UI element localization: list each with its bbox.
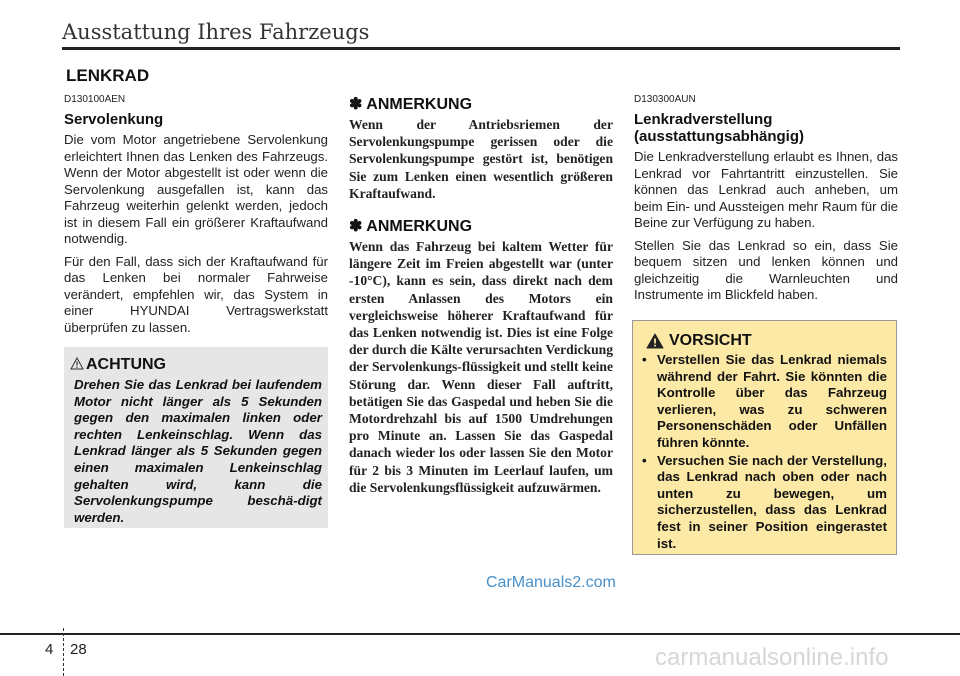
achtung-title: ACHTUNG: [86, 356, 166, 373]
section-code: D130300AUN: [634, 94, 696, 105]
section-code: D130100AEN: [64, 94, 126, 105]
vorsicht-title: VORSICHT: [669, 332, 752, 349]
footer-divider: [63, 628, 64, 676]
paragraph: Stellen Sie das Lenkrad so ein, dass Sie bequem sitzen und lenken können und gleichzeitig die Warnleuchten und Instrumente im Blickfeld haben.: [634, 237, 898, 302]
list-item: • Versuchen Sie nach der Verstellung, das Lenkrad nach oben oder nach unten zu bewegen, um sicherzustellen, dass das Lenkrad fest in seiner Position eingerastet ist.: [642, 452, 887, 551]
note-heading: ✽ ANMERKUNG: [349, 218, 473, 236]
footer-site-watermark: carmanualsonline.info: [655, 644, 889, 671]
footer-rule: [0, 633, 960, 635]
column-2: [349, 94, 613, 510]
note-heading: ✽ ANMERKUNG: [349, 96, 473, 113]
list-item-text: Versuchen Sie nach der Verstellung, das Lenkrad nach oben oder nach unten zu bewegen, um sicherzustellen, dass das Lenkrad fest in seiner Position eingerastet ist.: [657, 452, 887, 551]
paragraph: Die Lenkradverstellung erlaubt es Ihnen, das Lenkrad vor Fahrtantritt einzustellen. Sie können das Lenkrad auch anheben, um beim Ein- und Aussteigen mehr Raum für die Beine zur Verfügung zu haben.: [634, 149, 898, 230]
warning-triangle-icon: [70, 357, 84, 370]
note-text: Wenn das Fahrzeug bei kaltem Wetter für längere Zeit im Freien abgestellt war (unter -10°C), kann es sein, dass direkt nach dem ersten Anlassen des Motors ein vergleichsweise höherer Kraftaufwand für das Lenken notwendig ist. Dies ist eine Folge der durch die Kälte verursachten Verdickung der Servolenkungs-flüssigkeit und stellt keine Störung dar. Wenn dieser Fall auftritt, betätigen Sie das Gaspedal und heben Sie die Motordrehzahl bis auf 1500 Umdrehungen pro Minute an. Lassen Sie das Gaspedal danach wieder los oder lassen Sie den Motor für 2 bis 3 Minuten im Leerlauf laufen, um die Servolenkungsflüssigkeit aufzuwärmen.: [349, 239, 613, 495]
achtung-text: Drehen Sie das Lenkrad bei laufendem Motor nicht länger als 5 Sekunden gegen den maximalen linken oder rechten Lenkeinschlag. Wenn das Lenkrad länger als 5 Sekunden gegen einen maximalen Lenkeinschlag gehalten wird, kann die Servolenkungspumpe beschä-digt werden.: [74, 377, 322, 525]
header-title: Ausstattung Ihres Fahrzeugs: [62, 20, 370, 44]
section-title: LENKRAD: [66, 66, 150, 85]
paragraph: Die vom Motor angetriebene Servolenkung erleichtert Ihnen das Lenken des Fahrzeugs. Wenn der Motor abgestellt ist oder wenn die Servolenkung ausgefallen ist, kann das Fahrzeug weiterhin gelenkt werden, jedoch ist in diesem Fall ein größerer Kraftaufwand notwendig.: [64, 132, 328, 246]
page-number: 28: [70, 641, 87, 658]
paragraph: Für den Fall, dass sich der Kraftaufwand für das Lenken bei normaler Fahrweise verändert, empfehlen wir, das System in einer HYUNDAI Vertragswerkstatt überprüfen zu lassen.: [64, 253, 328, 335]
column-3: [634, 94, 898, 310]
vorsicht-list: [640, 352, 887, 553]
header-rule: [62, 47, 900, 50]
subheading-servolenkung: Servolenkung: [64, 111, 164, 128]
list-item-text: Verstellen Sie das Lenkrad niemals während der Fahrt. Sie könnten die Kontrolle über das Fahrzeug verlieren, was zu schweren Personenschäden oder Unfällen führen könnte.: [657, 352, 887, 450]
chapter-number: 4: [45, 641, 54, 658]
note-text: Wenn der Antriebsriemen der Servolenkungspumpe gerissen oder die Servolenkungspumpe gestört ist, benötigen Sie zum Lenken einen wesentlich größeren Kraftaufwand.: [349, 117, 613, 201]
watermark-link[interactable]: CarManuals2.com: [486, 574, 616, 591]
warning-triangle-icon: [646, 333, 664, 349]
subheading-lenkradverstellung: Lenkradverstellung (ausstattungsabhängig): [634, 111, 805, 145]
column-1: [64, 94, 328, 342]
list-item: • Verstellen Sie das Lenkrad niemals während der Fahrt. Sie könnten die Kontrolle über das Fahrzeug verlieren, was zu schweren Personenschäden oder Unfällen führen könnte.: [642, 352, 887, 450]
